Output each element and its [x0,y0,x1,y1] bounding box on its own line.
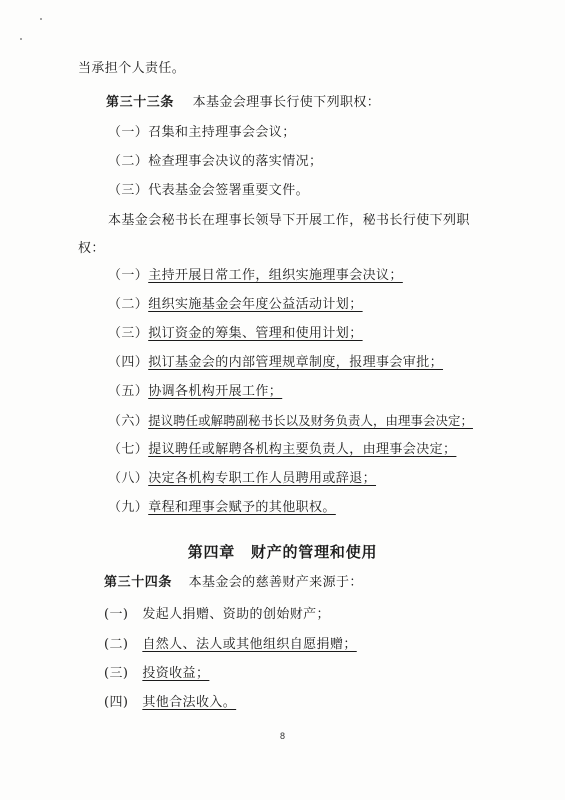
paragraph-continuation: 当承担个人责任。 [78,61,186,76]
item-number: （七） [108,442,149,457]
secretary-item [108,499,336,517]
item-text: 其他合法收入。 [142,695,237,710]
scan-speck [20,38,22,40]
item-number: （六） [108,414,149,429]
property-item [104,665,209,683]
chapter-title: 第四章 财产的管理和使用 [187,543,378,561]
article-33 [106,94,380,112]
page-number: 8 [279,731,285,741]
item-number: (二) [104,637,129,652]
item-text: 投资收益； [142,666,210,681]
secretary-intro-line1: 本基金会秘书长在理事长领导下开展工作，秘书长行使下列职 [108,213,470,228]
item-text: 提议聘任或解聘各机构主要负责人，由理事会决定； [148,442,457,457]
item-text: 发起人捐赠、资助的创始财产； [142,607,330,622]
item-text: 组织实施基金会年度公益活动计划； [148,297,363,312]
item-number: （四） [108,355,149,370]
article-33-title: 第三十三条 [106,95,175,110]
secretary-item [108,267,403,285]
item-text: 决定各机构专职工作人员聘用或辞退； [148,471,377,486]
property-item [104,694,236,712]
secretary-item [108,354,443,372]
article-34 [104,574,363,592]
article-34-title: 第三十四条 [104,575,173,590]
item-number: （九） [108,500,149,515]
property-item [104,636,357,654]
secretary-item [108,441,456,459]
secretary-item [108,325,363,343]
secretary-item [108,470,376,488]
item-number: （三） [108,326,149,341]
chair-item: （三）代表基金会签署重要文件。 [108,183,310,198]
item-text: 协调各机构开展工作； [148,384,283,399]
item-number: (三) [104,666,129,681]
item-number: (一) [104,607,129,622]
item-text: 章程和理事会赋予的其他职权。 [148,500,336,515]
property-item [104,606,330,624]
item-number: （五） [108,384,149,399]
article-33-text: 本基金会理事长行使下列职权： [192,95,381,110]
secretary-item [108,383,282,401]
item-number: （二） [108,297,149,312]
item-text: 提议聘任或解聘副秘书长以及财务负责人，由理事会决定； [148,413,473,428]
item-number: （一） [108,268,149,283]
item-text: 自然人、法人或其他组织自愿捐赠； [142,637,357,652]
chair-item: （一）召集和主持理事会会议； [108,125,296,140]
secretary-intro-line2: 权： [78,241,105,256]
article-34-text: 本基金会的慈善财产来源于： [188,575,363,590]
secretary-item [108,296,363,314]
item-number: (四) [104,695,129,710]
item-text: 拟订基金会的内部管理规章制度，报理事会审批； [148,355,444,370]
item-number: （八） [108,471,149,486]
item-text: 主持开展日常工作，组织实施理事会决议； [148,268,403,283]
secretary-item [108,412,473,431]
item-text: 拟订资金的筹集、管理和使用计划； [148,326,363,341]
scan-speck [40,18,42,20]
chair-item: （二）检查理事会决议的落实情况； [108,154,323,169]
